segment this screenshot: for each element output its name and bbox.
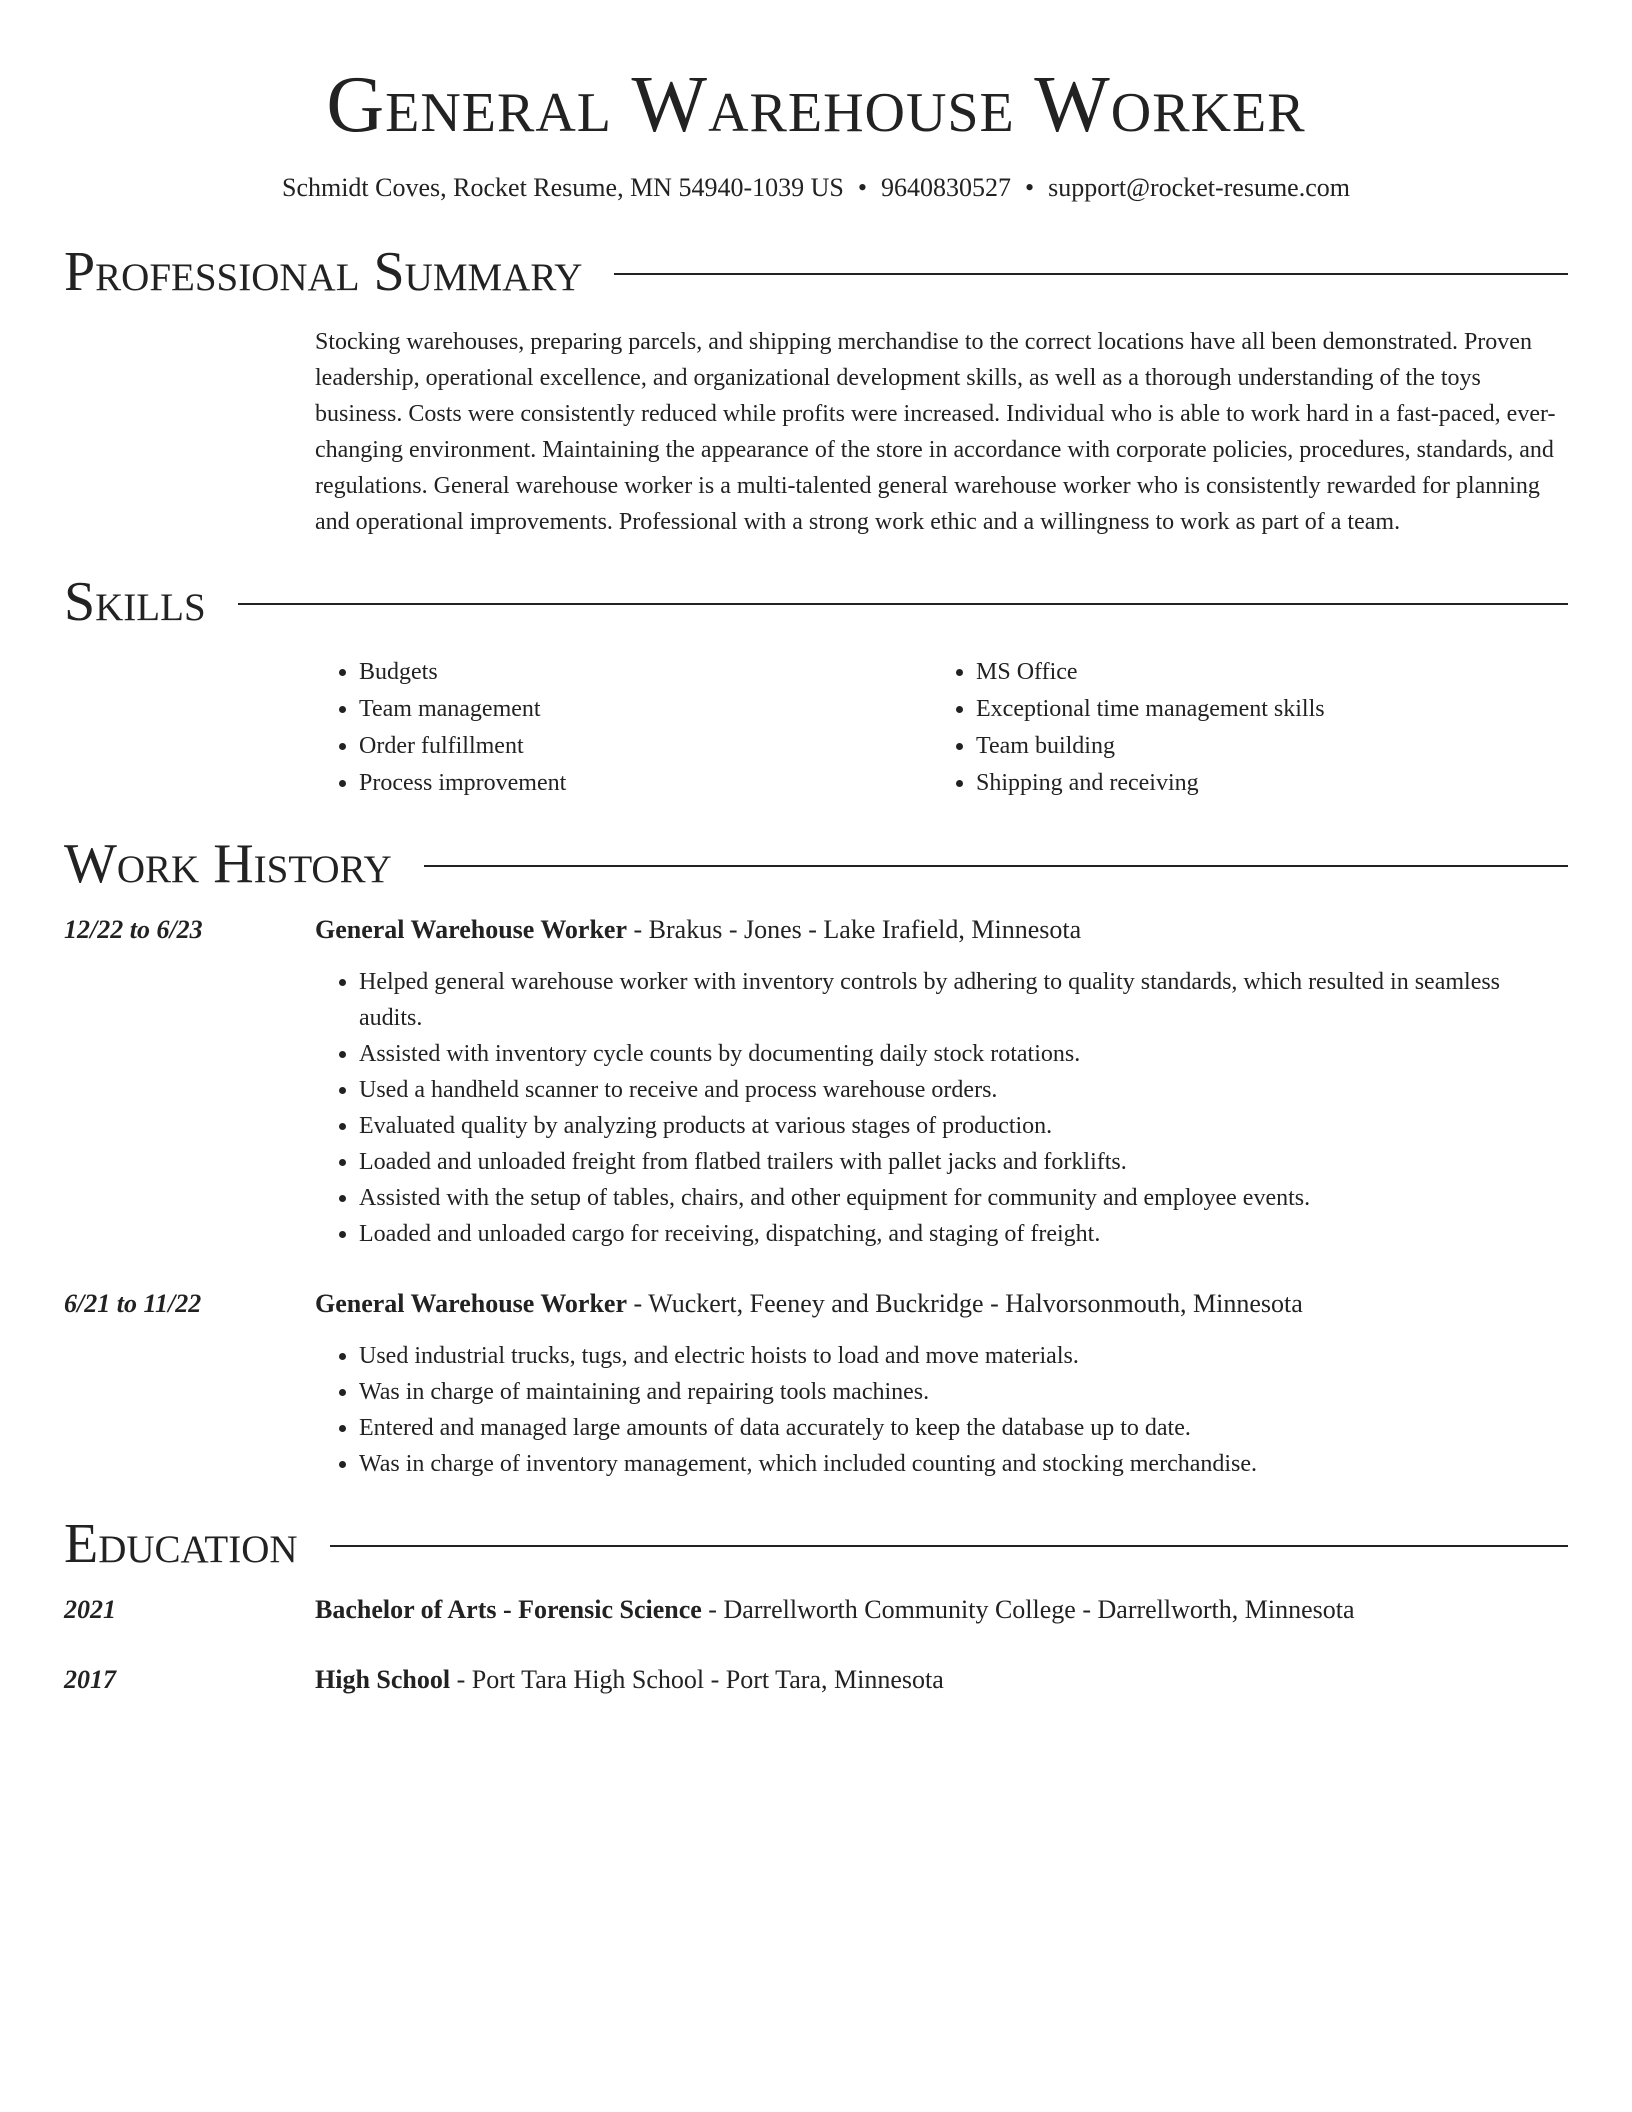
education-degree: High School	[315, 1665, 451, 1694]
contact-separator: •	[1024, 173, 1035, 202]
work-title-line	[315, 912, 1568, 948]
work-bullet: • Loaded and unloaded cargo for receiving, dispatching, and staging of freight.	[359, 1216, 1568, 1252]
work-dates: 12/22 to 6/23	[64, 915, 203, 944]
skill-item: • Team management	[359, 691, 932, 728]
education-line	[315, 1592, 1568, 1628]
work-entry-body	[315, 1286, 1568, 1482]
education-line	[315, 1662, 1568, 1698]
skill-item: • Shipping and receiving	[976, 765, 1325, 802]
contact-address: Schmidt Coves, Rocket Resume, MN 54940-1039 US	[281, 173, 844, 202]
education-entry	[64, 1592, 1568, 1628]
education-section-header	[64, 1512, 1568, 1576]
work-bullet: • Used industrial trucks, tugs, and electric hoists to load and move materials.	[359, 1338, 1568, 1374]
work-title-line	[315, 1286, 1568, 1322]
work-section-header	[64, 832, 1568, 896]
work-bullet: • Used a handheld scanner to receive and process warehouse orders.	[359, 1072, 1568, 1108]
job-title: General Warehouse Worker	[315, 1289, 627, 1318]
education-section-title: Education	[64, 1513, 298, 1575]
work-bullet: • Evaluated quality by analyzing products at various stages of production.	[359, 1108, 1568, 1144]
work-bullet: • Loaded and unloaded freight from flatbed trailers with pallet jacks and forklifts.	[359, 1144, 1568, 1180]
skill-item: • Team building	[976, 728, 1325, 765]
work-bullet: • Was in charge of inventory management, which included counting and stocking merchandise.	[359, 1446, 1568, 1482]
job-employer-location: - Brakus - Jones - Lake Irafield, Minnesota	[627, 915, 1082, 944]
education-year: 2021	[64, 1595, 116, 1624]
work-entry	[64, 912, 1568, 1252]
skills-column-right	[932, 654, 1325, 802]
job-title: General Warehouse Worker	[315, 915, 627, 944]
section-divider	[238, 603, 1568, 605]
education-school-location: - Darrellworth Community College - Darrellworth, Minnesota	[701, 1595, 1355, 1624]
skill-item: • Process improvement	[359, 765, 932, 802]
job-employer-location: - Wuckert, Feeney and Buckridge - Halvorsonmouth, Minnesota	[627, 1289, 1303, 1318]
section-divider	[424, 865, 1568, 867]
summary-section-header	[64, 240, 1568, 304]
work-entry	[64, 1286, 1568, 1482]
summary-section-title: Professional Summary	[64, 241, 583, 303]
work-dates: 6/21 to 11/22	[64, 1289, 202, 1318]
skills-section-header	[64, 570, 1568, 634]
education-degree: Bachelor of Arts - Forensic Science	[315, 1595, 702, 1624]
education-school-location: - Port Tara High School - Port Tara, Minnesota	[450, 1665, 944, 1694]
skill-item: • MS Office	[976, 654, 1325, 691]
contact-separator: •	[857, 173, 867, 202]
contact-phone: 9640830527	[880, 173, 1011, 202]
section-divider	[614, 273, 1568, 275]
skills-column-left	[315, 654, 932, 802]
skills-section-title: Skills	[64, 571, 206, 633]
section-divider	[330, 1545, 1568, 1547]
education-entry	[64, 1662, 1568, 1698]
work-entry-body	[315, 912, 1568, 1252]
work-bullet: • Entered and managed large amounts of data accurately to keep the database up to date.	[359, 1410, 1568, 1446]
work-bullets	[315, 1338, 1568, 1482]
work-bullet: • Assisted with the setup of tables, chairs, and other equipment for community and employee events.	[359, 1180, 1568, 1216]
work-bullets	[315, 964, 1568, 1252]
resume-page	[64, 0, 1568, 1698]
work-bullet: • Was in charge of maintaining and repairing tools machines.	[359, 1374, 1568, 1410]
skills-list	[315, 654, 1568, 802]
skill-item: • Budgets	[359, 654, 932, 691]
work-bullet: • Helped general warehouse worker with inventory controls by adhering to quality standards, which resulted in seamless audits.	[359, 964, 1568, 1036]
education-year: 2017	[64, 1665, 116, 1694]
work-section-title: Work History	[64, 833, 392, 895]
summary-text: Stocking warehouses, preparing parcels, and shipping merchandise to the correct locations have all been demonstrated. Proven leadership, operational excellence, and organizational development skills, as well as a thorough understanding of the toys business. Costs were consistently reduced while profits were increased. Individual who is able to work hard in a fast-paced, ever-changing environment. Maintaining the appearance of the store in accordance with corporate policies, procedures, standards, and regulations. General warehouse worker is a multi-talented general warehouse worker who is consistently rewarded for planning and operational improvements. Professional with a strong work ethic and a willingness to work as part of a team.	[315, 329, 1556, 535]
candidate-name: General Warehouse Worker	[326, 61, 1306, 149]
contact-email: support@rocket-resume.com	[1048, 173, 1350, 202]
skill-item: • Order fulfillment	[359, 728, 932, 765]
contact-line	[64, 170, 1568, 206]
work-bullet: • Assisted with inventory cycle counts by documenting daily stock rotations.	[359, 1036, 1568, 1072]
skill-item: • Exceptional time management skills	[976, 691, 1325, 728]
